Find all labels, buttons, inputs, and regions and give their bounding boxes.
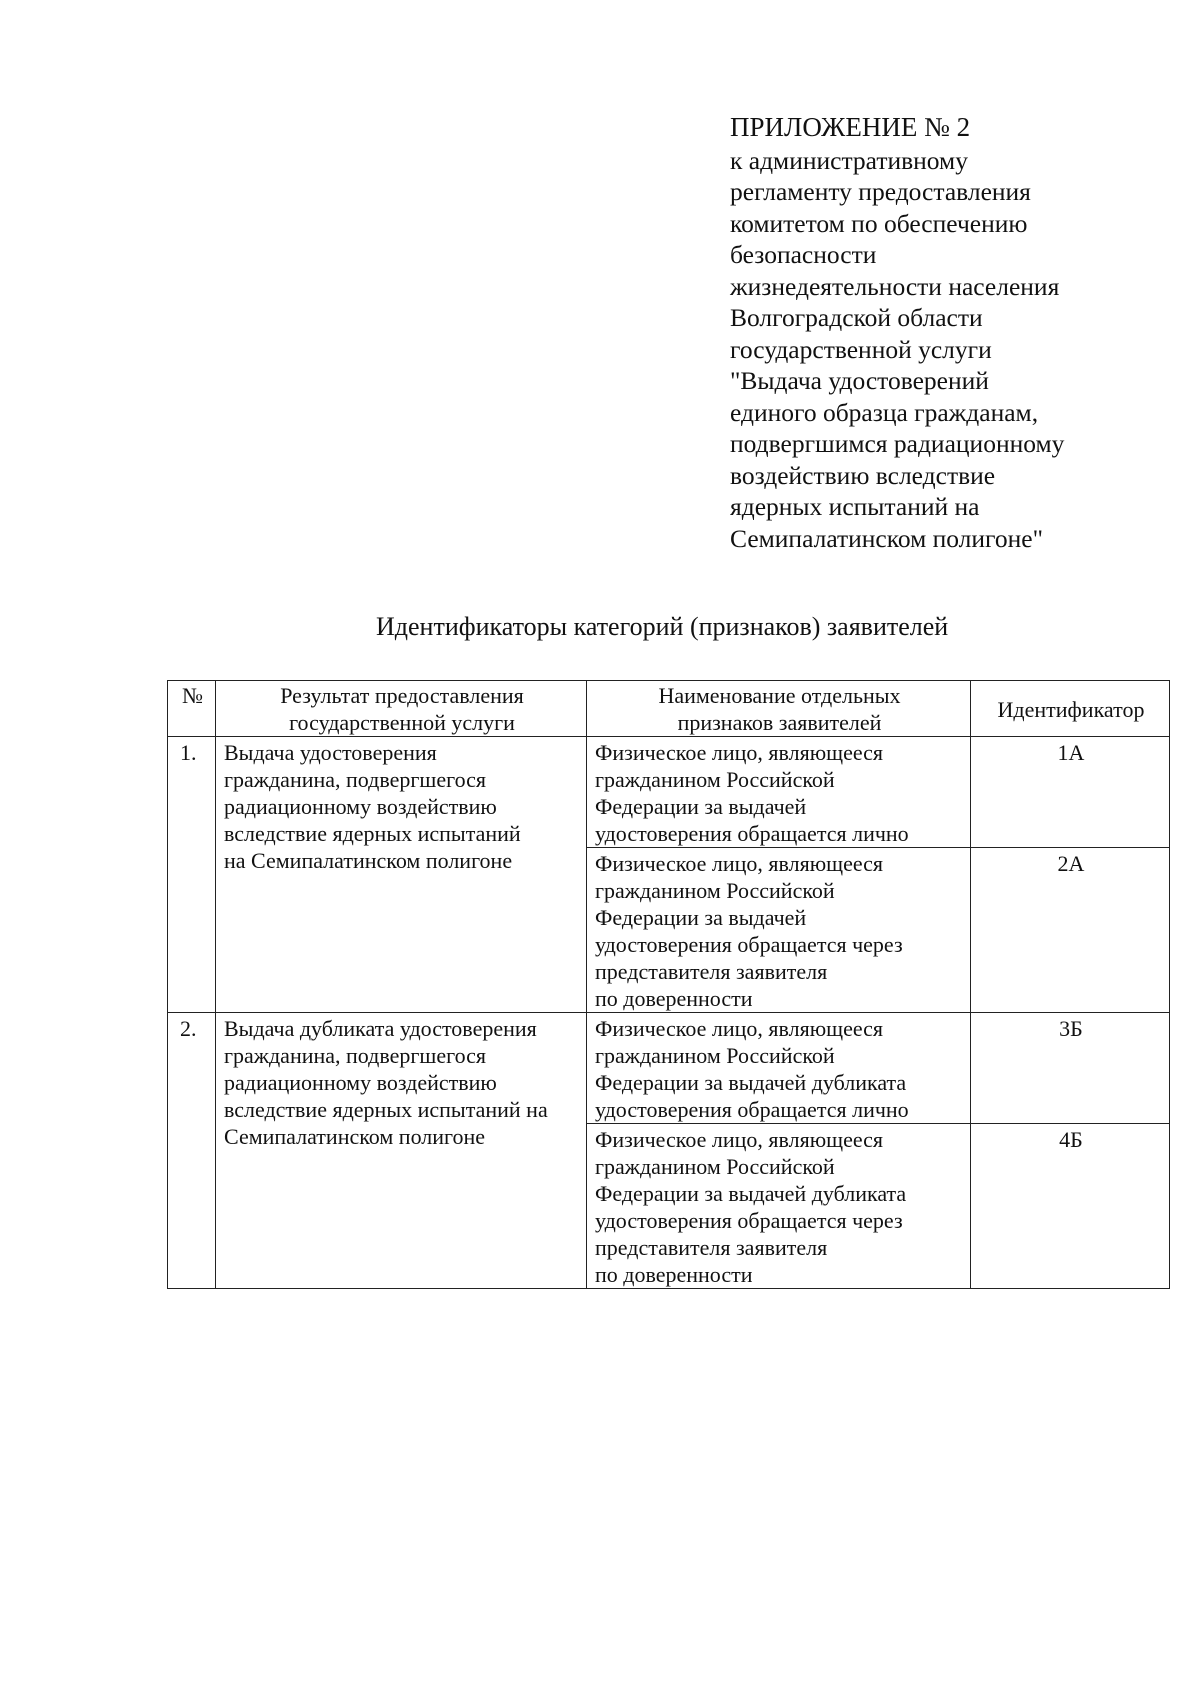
header-attributes-line: признаков заявителей	[677, 710, 882, 735]
result-line: вследствие ядерных испытаний на	[224, 1097, 548, 1122]
row-identifier: 3Б	[971, 1013, 1170, 1124]
row-identifier: 1А	[971, 737, 1170, 848]
row-number: 1.	[168, 737, 216, 1013]
attributes-line: удостоверения обращается лично	[595, 821, 909, 846]
appendix-line: к административному	[730, 145, 968, 175]
row-attributes	[587, 1013, 971, 1124]
row-result	[216, 1013, 587, 1289]
appendix-line: регламенту предоставления	[730, 177, 1031, 206]
row-attributes	[587, 848, 971, 1013]
row-identifier: 2А	[971, 848, 1170, 1013]
table-header-row	[168, 681, 1170, 737]
row-attributes	[587, 1124, 971, 1289]
result-line: радиационному воздействию	[224, 794, 497, 819]
document-title: Идентификаторы категорий (признаков) заявителей	[376, 612, 949, 641]
header-identifier: Идентификатор	[971, 681, 1170, 737]
result-line: гражданина, подвергшегося	[224, 767, 487, 792]
header-result	[216, 681, 587, 737]
row-result	[216, 737, 587, 1013]
attributes-line: Физическое лицо, являющееся	[595, 1127, 884, 1152]
appendix-line: "Выдача удостоверений	[730, 366, 989, 395]
header-attributes	[587, 681, 971, 737]
attributes-line: по доверенности	[595, 1262, 753, 1287]
result-line: Выдача удостоверения	[224, 740, 437, 765]
header-num: №	[168, 681, 216, 737]
appendix-line: воздействию вследствие	[730, 460, 996, 490]
attributes-line: Федерации за выдачей	[595, 794, 807, 819]
appendix-line: безопасности	[730, 240, 877, 269]
header-attributes-line: Наименование отдельных	[658, 683, 901, 708]
appendix-line: комитетом по обеспечению	[730, 208, 1028, 238]
attributes-line: удостоверения обращается через	[595, 932, 903, 957]
result-line: Семипалатинском полигоне	[224, 1124, 486, 1149]
appendix-line: жизнедеятельности населения	[730, 271, 1060, 301]
appendix-block	[730, 112, 1170, 554]
attributes-line: Физическое лицо, являющееся	[595, 740, 884, 765]
attributes-line: гражданином Российской	[595, 1043, 835, 1068]
result-line: радиационному воздействию	[224, 1070, 497, 1095]
attributes-line: Физическое лицо, являющееся	[595, 851, 884, 876]
attributes-line: Физическое лицо, являющееся	[595, 1016, 884, 1041]
appendix-line: государственной услуги	[730, 334, 992, 364]
appendix-line: Семипалатинском полигоне"	[730, 523, 1043, 553]
attributes-line: гражданином Российской	[595, 767, 835, 792]
appendix-line: подвергшимся радиационному	[730, 429, 1065, 458]
attributes-line: удостоверения обращается через	[595, 1208, 903, 1233]
attributes-line: гражданином Российской	[595, 878, 835, 903]
row-attributes	[587, 737, 971, 848]
identifiers-table	[167, 680, 1170, 1289]
header-result-line: государственной услуги	[289, 710, 515, 735]
appendix-line: Волгоградской области	[730, 303, 983, 332]
result-line: вследствие ядерных испытаний	[224, 821, 521, 846]
attributes-line: Федерации за выдачей дубликата	[595, 1181, 907, 1206]
attributes-line: гражданином Российской	[595, 1154, 835, 1179]
row-number: 2.	[168, 1013, 216, 1289]
attributes-line: представителя заявителя	[595, 959, 828, 984]
header-result-line: Результат предоставления	[280, 683, 524, 708]
appendix-line: единого образца гражданам,	[730, 397, 1039, 427]
result-line: Выдача дубликата удостоверения	[224, 1016, 537, 1041]
attributes-line: удостоверения обращается лично	[595, 1097, 909, 1122]
attributes-line: по доверенности	[595, 986, 753, 1011]
attributes-line: представителя заявителя	[595, 1235, 828, 1260]
result-line: гражданина, подвергшегося	[224, 1043, 487, 1068]
attributes-line: Федерации за выдачей дубликата	[595, 1070, 907, 1095]
attributes-line: Федерации за выдачей	[595, 905, 807, 930]
table-row	[168, 737, 1170, 848]
appendix-heading: ПРИЛОЖЕНИЕ № 2	[730, 112, 971, 142]
result-line: на Семипалатинском полигоне	[224, 848, 513, 873]
row-identifier: 4Б	[971, 1124, 1170, 1289]
table-row	[168, 1013, 1170, 1124]
appendix-line: ядерных испытаний на	[730, 492, 980, 521]
